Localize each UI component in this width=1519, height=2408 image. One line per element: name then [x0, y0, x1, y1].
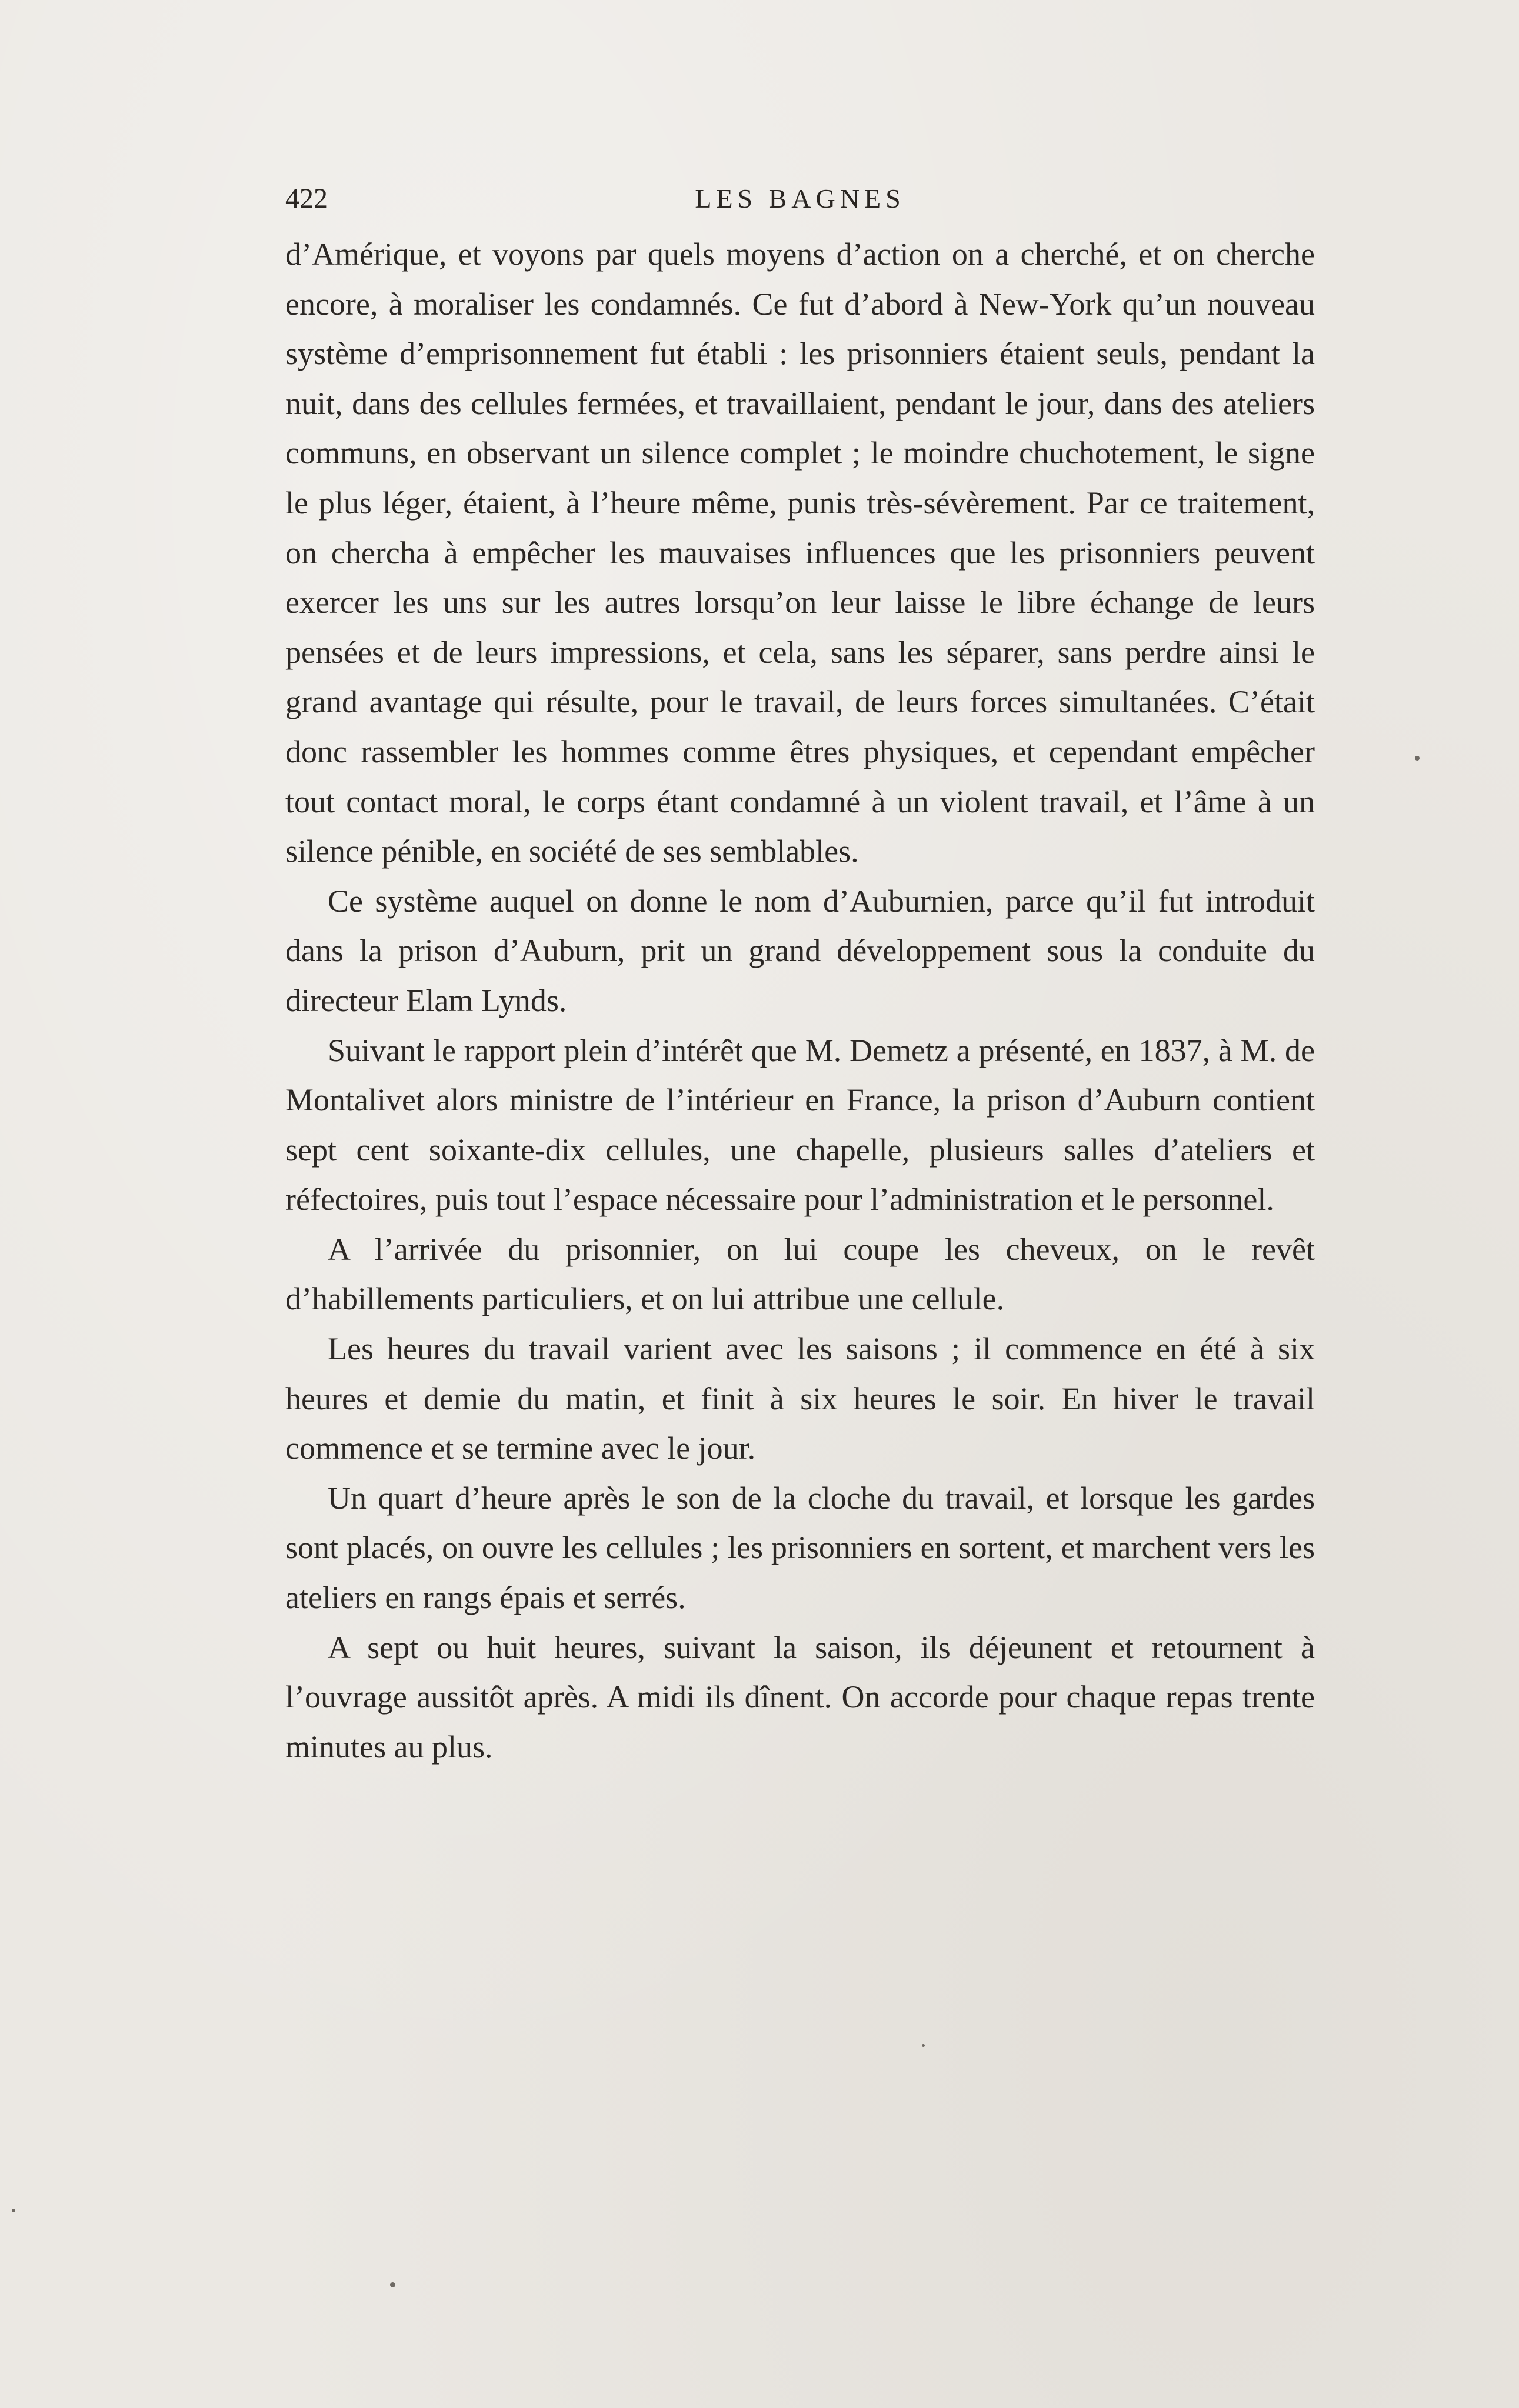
running-head — [285, 181, 1315, 216]
paragraph-7: A sept ou huit heures, suivant la saison, ils déjeunent et retournent à l’ouvrage aussitôt après. A midi ils dînent. On accorde pour chaque repas trente minutes au plus. — [285, 1629, 1315, 1765]
paper-speck — [12, 2209, 15, 2212]
paragraph-3: Suivant le rapport plein d’intérêt que M. Demetz a présenté, en 1837, à M. de Montalivet alors ministre de l’intérieur en France, la prison d’Auburn contient sept cent soixante-dix cellules, une chapelle, plusieurs salles d’ateliers et réfectoires, puis tout l’espace nécessaire pour l’administration et le personnel. — [285, 1032, 1315, 1218]
paragraph-5: Les heures du travail varient avec les saisons ; il commence en été à six heures et demie du matin, et finit à six heures le soir. En hiver le travail commence et se termine avec le jour. — [285, 1331, 1315, 1466]
paper-speck — [922, 2044, 925, 2047]
body-text — [285, 229, 1315, 1772]
running-title: LES BAGNES — [695, 184, 905, 214]
page-number: 422 — [285, 183, 328, 214]
paper-speck — [390, 2282, 395, 2287]
paragraph-2: Ce système auquel on donne le nom d’Auburnien, parce qu’il fut introduit dans la prison d’Auburn, prit un grand développement sous la conduite du directeur Elam Lynds. — [285, 883, 1315, 1018]
paragraph-4: A l’arrivée du prisonnier, on lui coupe les cheveux, on le revêt d’habillements particuliers, et on lui attribue une cellule. — [285, 1231, 1315, 1317]
paragraph-6: Un quart d’heure après le son de la cloche du travail, et lorsque les gardes sont placés, on ouvre les cellules ; les prisonniers en sortent, et marchent vers les ateliers en rangs épais et serrés. — [285, 1480, 1315, 1616]
paper-speck — [1415, 756, 1420, 761]
paragraph-1: d’Amérique, et voyons par quels moyens d’action on a cherché, et on cherche encore, à moraliser les condamnés. Ce fut d’abord à New-York qu’un nouveau système d’emprisonnement fut établi : les prisonniers étaient seuls, pendant la nuit, dans des cellules fermées, et travaillaient, pendant le jour, dans des ateliers communs, en observant un silence complet ; le moindre chuchotement, le signe le plus léger, étaient, à l’heure même, punis très-sévèrement. Par ce traitement, on chercha à empêcher les mauvaises influences que les prisonniers peuvent exercer les uns sur les autres lorsqu’on leur laisse le libre échange de leurs pensées et de leurs impressions, et cela, sans les séparer, sans perdre ainsi le grand avantage qui résulte, pour le travail, de leurs forces simultanées. C’était donc rassembler les hommes comme êtres physiques, et cependant empêcher tout contact moral, le corps étant condamné à un violent travail, et l’âme à un silence pénible, en société de ses semblables. — [285, 236, 1315, 869]
